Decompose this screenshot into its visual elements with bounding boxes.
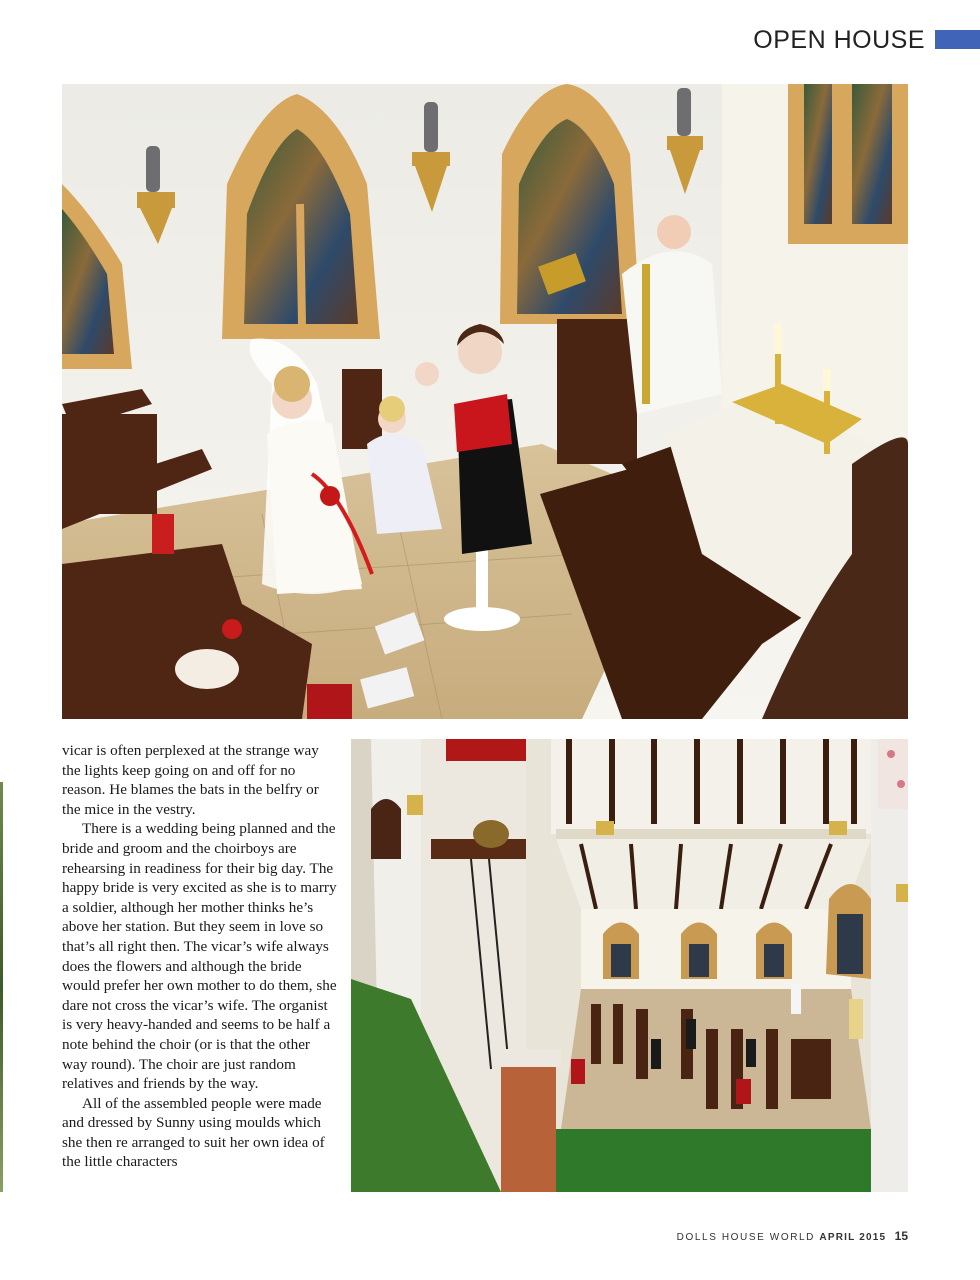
article-paragraph: There is a wedding being planned and the bride and groom and the choirboys are rehearsing in readiness for their big day. The happy bride is very excited as she is to marry a soldier, although her mother thinks he’s above her station. But they seem in love so that’s all right then. The vicar’s wife always does the flowers and although the bride would prefer her own mother to do them, she dare not cross the vicar’s wife. The organist is very heavy-handed and seems to be half a note behind the choir (or is that the other way round). The choir are just random relatives and friends by the way. <box>62 820 337 1093</box>
article-paragraph: vicar is often perplexed at the strange way the lights keep going on and off for no reason. He blames the bats in the belfry or the mice in the vestry. <box>62 742 319 818</box>
section-accent-bar <box>935 30 980 49</box>
section-title: OPEN HOUSE <box>753 26 925 54</box>
church-overview-photo <box>351 739 908 1192</box>
article-body <box>62 741 337 1172</box>
wedding-rehearsal-photo <box>62 84 908 719</box>
magazine-name: DOLLS HOUSE WORLD <box>676 1232 816 1243</box>
adjacent-page-edge <box>0 782 3 1192</box>
page-footer <box>677 1229 908 1243</box>
page-number: 15 <box>894 1229 908 1243</box>
issue-date: APRIL 2015 <box>819 1232 887 1243</box>
article-paragraph: All of the assembled people were made and dressed by Sunny using moulds which she then re arranged to suit her own idea of the little characters <box>62 1094 325 1171</box>
